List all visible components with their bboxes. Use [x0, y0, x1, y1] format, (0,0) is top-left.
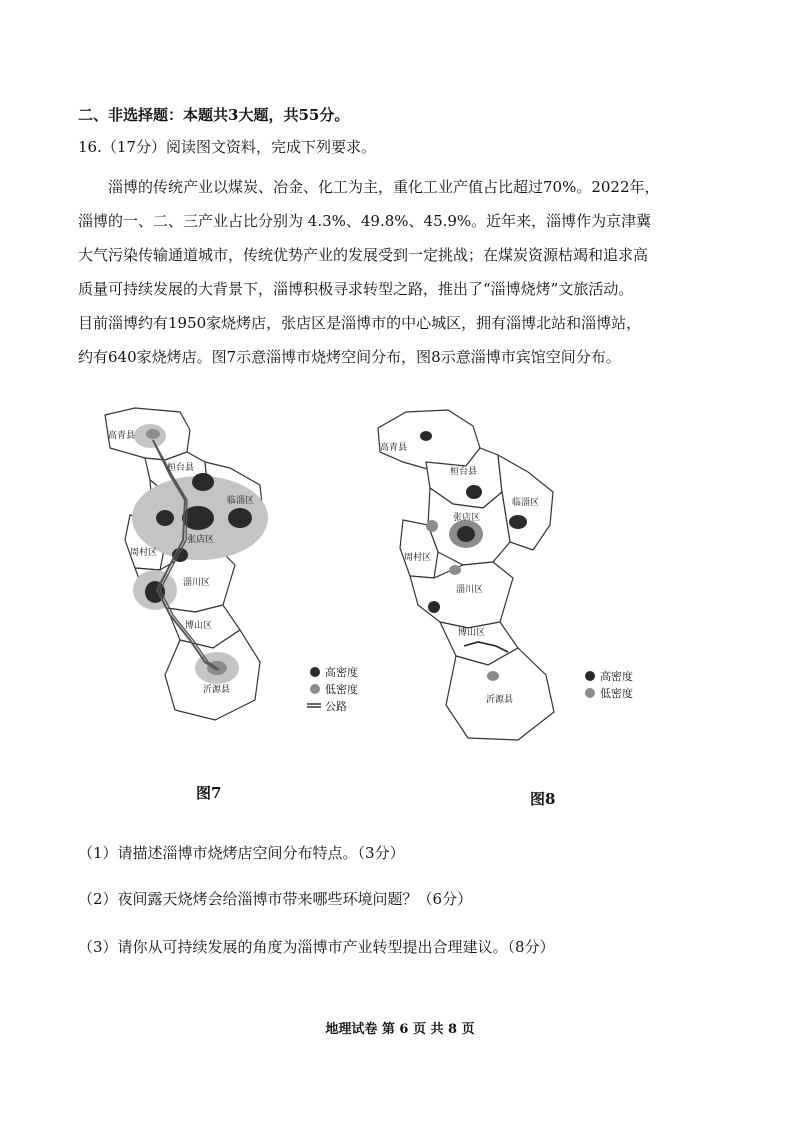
paragraph-line: 大气污染传输通道城市，传统优势产业的发展受到一定挑战；在煤炭资源枯竭和追求高: [78, 246, 649, 264]
legend-low-swatch: [585, 688, 595, 698]
low-density-area: [487, 671, 499, 681]
page-footer: 地理试卷 第 6 页 共 8 页: [325, 1022, 475, 1037]
label-huantai: 桓台县: [450, 467, 478, 477]
legend-low-label: 低密度: [325, 683, 358, 696]
paragraph-line: 质量可持续发展的大背景下，淄博积极寻求转型之路，推出了“淄博烧烤”文旅活动。: [78, 280, 634, 298]
legend-high-label: 高密度: [600, 670, 633, 683]
paragraph-line: 淄博的传统产业以煤炭、冶金、化工为主，重化工业产值占比超过70%。2022年，: [108, 178, 660, 196]
low-density-area: [449, 565, 461, 575]
figure-7-caption: 图7: [196, 784, 222, 802]
figure-7-legend: [307, 665, 358, 713]
label-gaoqing: 高青县: [380, 443, 408, 453]
reading-paragraph: [78, 170, 718, 374]
figure-7-map: [95, 400, 375, 730]
paragraph-line: 约有640家烧烤店。图7示意淄博市烧烤空间分布，图8示意淄博市宾馆空间分布。: [78, 348, 621, 366]
legend-high-swatch: [310, 667, 320, 677]
low-density-area: [146, 429, 160, 439]
label-zichuan: 淄川区: [183, 578, 211, 588]
legend-low-label: 低密度: [600, 687, 633, 700]
label-linzi: 临淄区: [512, 498, 540, 508]
high-density-area: [457, 526, 475, 542]
high-density-area: [509, 515, 527, 529]
label-linzi: 临淄区: [227, 496, 255, 506]
high-density-area: [192, 473, 214, 491]
label-huantai: 桓台县: [167, 463, 195, 473]
label-zhoucun: 周村区: [130, 548, 158, 558]
label-zhoucun: 周村区: [404, 553, 432, 563]
label-zichuan: 淄川区: [456, 585, 484, 595]
sub-question-1: （1）请描述淄博市烧烤店空间分布特点。（3分）: [78, 844, 405, 862]
question-header: [78, 136, 376, 157]
high-density-area: [420, 431, 432, 441]
label-zhangdian: 张店区: [453, 513, 481, 523]
legend-low-swatch: [310, 684, 320, 694]
label-gaoqing: 高青县: [108, 431, 136, 441]
figure-8-caption: 图8: [530, 790, 556, 808]
high-density-area: [156, 510, 174, 526]
sub-question-3: （3）请你从可持续发展的角度为淄博市产业转型提出合理建议。（8分）: [78, 938, 555, 956]
legend-road-label: 公路: [325, 700, 347, 713]
low-density-area: [426, 520, 438, 532]
legend-high-swatch: [585, 671, 595, 681]
section-title: 二、非选择题：本题共3大题，共55分。: [78, 106, 350, 124]
region-yiyuan: [446, 648, 554, 740]
label-yiyuan: 沂源县: [203, 685, 231, 695]
label-yiyuan: 沂源县: [486, 695, 514, 705]
label-boshan: 博山区: [458, 628, 486, 638]
high-density-area: [228, 508, 252, 528]
paragraph-line: 目前淄博约有1950家烧烤店，张店区是淄博市的中心城区，拥有淄博北站和淄博站，: [78, 314, 642, 332]
sub-question-2: （2）夜间露天烧烤会给淄博市带来哪些环境问题？（6分）: [78, 890, 473, 908]
high-density-area: [428, 601, 440, 613]
label-zhangdian: 张店区: [187, 535, 215, 545]
legend-high-label: 高密度: [325, 666, 358, 679]
label-boshan: 博山区: [185, 621, 213, 631]
figure-8-legend: [585, 669, 633, 700]
high-density-area: [466, 485, 482, 499]
question-number-points: 16.（17分）: [78, 138, 166, 156]
paragraph-line: 淄博的一、二、三产业占比分别为 4.3%、49.8%、45.9%。近年来，淄博作为京津冀: [78, 212, 652, 230]
question-instruction: 阅读图文资料，完成下列要求。: [165, 138, 376, 156]
figure-8-map: [368, 400, 668, 760]
